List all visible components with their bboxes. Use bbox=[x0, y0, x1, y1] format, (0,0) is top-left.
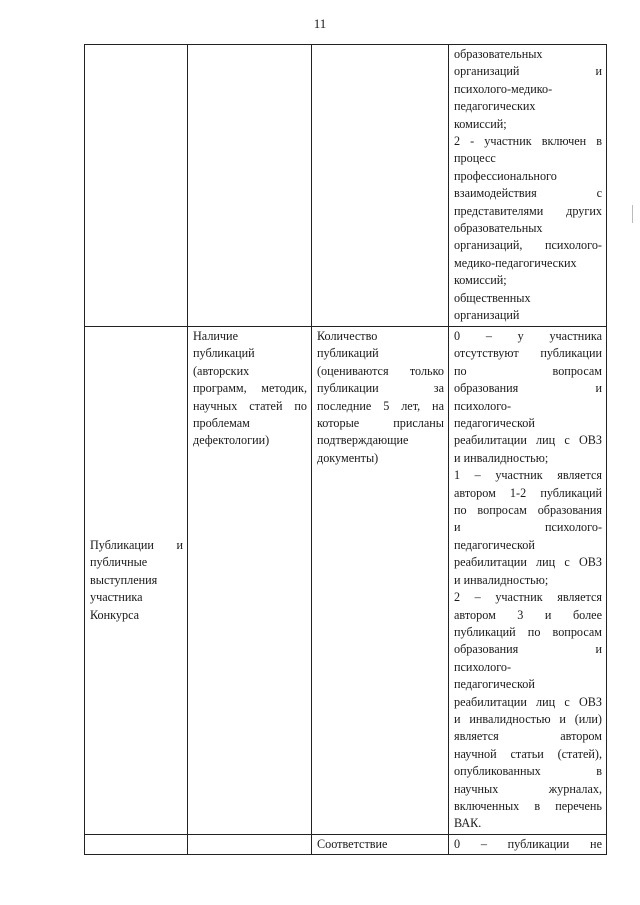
cell-line: профессионального bbox=[454, 168, 557, 183]
cell-line: автором 3 и более bbox=[454, 607, 602, 622]
cell-line: публикаций bbox=[317, 346, 379, 361]
cell-empty bbox=[188, 834, 312, 854]
evaluation-scale-cell bbox=[449, 45, 607, 327]
table-row bbox=[85, 327, 607, 835]
cell-empty bbox=[188, 45, 312, 327]
cell-line: автором 1-2 публикаций bbox=[454, 485, 602, 500]
cell-line: 2 - участник включен в bbox=[454, 134, 602, 149]
criteria-table bbox=[84, 44, 607, 855]
cell-line: психолого- bbox=[454, 398, 512, 413]
cell-line: является автором bbox=[454, 729, 602, 744]
criterion-title-cell bbox=[85, 327, 188, 835]
cell-line: научной статьи (статей), bbox=[454, 746, 602, 761]
cell-line: педагогических bbox=[454, 99, 536, 114]
cell-line: взаимодействия с bbox=[454, 186, 602, 201]
cell-line: дефектологии) bbox=[193, 433, 270, 448]
cell-empty bbox=[312, 45, 449, 327]
page-number: 11 bbox=[313, 16, 327, 31]
cell-line: реабилитации лиц с ОВЗ bbox=[454, 694, 602, 709]
cell-empty bbox=[85, 834, 188, 854]
cell-line: включенных в перечень bbox=[454, 798, 602, 813]
cell-line: Количество bbox=[317, 329, 378, 343]
cell-line: образования и bbox=[454, 381, 602, 396]
cell-line: 1 – участник является bbox=[454, 468, 602, 483]
cell-line: педагогической bbox=[454, 416, 535, 431]
cell-line: и инвалидностью; bbox=[454, 572, 549, 587]
cell-line: и инвалидностью; bbox=[454, 450, 549, 465]
cell-line: образования и bbox=[454, 642, 602, 657]
cell-line: психолого- bbox=[454, 659, 512, 674]
cell-line: публикаций bbox=[193, 346, 255, 361]
cell-line: педагогической bbox=[454, 537, 535, 552]
cell-empty bbox=[85, 45, 188, 327]
cell-line: психолого-медико- bbox=[454, 81, 553, 96]
cell-line: Публикации и bbox=[90, 537, 183, 552]
cell-line: Наличие bbox=[193, 329, 238, 343]
cell-line: по вопросам bbox=[454, 363, 602, 378]
cell-line: ВАК. bbox=[454, 816, 482, 831]
cell-line: участника bbox=[90, 590, 143, 605]
table-row bbox=[85, 834, 607, 854]
cell-line: организаций bbox=[454, 308, 520, 323]
cell-line: медико-педагогических bbox=[454, 255, 577, 270]
cell-line: комиссий; bbox=[454, 116, 507, 131]
cell-line: представителями других bbox=[454, 203, 602, 218]
cell-line: последние 5 лет, на bbox=[317, 398, 444, 413]
cell-line: программ, методик, bbox=[193, 381, 307, 396]
cell-line: опубликованных в bbox=[454, 764, 602, 779]
cell-line: организаций и bbox=[454, 64, 602, 79]
cell-line: (авторских bbox=[193, 363, 250, 378]
cell-line: образовательных bbox=[454, 221, 543, 236]
cell-line: выступления bbox=[90, 572, 158, 587]
cell-line: образовательных bbox=[454, 47, 543, 61]
cell-line: публикации за bbox=[317, 381, 444, 396]
evaluation-scale-cell bbox=[449, 327, 607, 835]
cell-line: общественных bbox=[454, 290, 531, 305]
cell-line: организаций, психолого- bbox=[454, 238, 602, 253]
cell-line: 0 – публикации не bbox=[454, 836, 602, 851]
measure-cell bbox=[312, 327, 449, 835]
cell-line: и психолого- bbox=[454, 520, 602, 535]
cell-line: публикаций по вопросам bbox=[454, 624, 602, 639]
cell-line: комиссий; bbox=[454, 273, 507, 288]
scan-artifact bbox=[632, 205, 633, 223]
cell-line: научных статей по bbox=[193, 398, 307, 413]
cell-line: Соответствие bbox=[317, 836, 388, 851]
cell-line: документы) bbox=[317, 450, 379, 465]
cell-line: подтверждающие bbox=[317, 433, 409, 448]
cell-line: научных журналах, bbox=[454, 781, 602, 796]
table-row bbox=[85, 45, 607, 327]
cell-line: публичные bbox=[90, 555, 148, 570]
cell-line: реабилитации лиц с ОВЗ bbox=[454, 433, 602, 448]
cell-line: по вопросам образования bbox=[454, 503, 602, 518]
cell-line: реабилитации лиц с ОВЗ bbox=[454, 555, 602, 570]
cell-line: отсутствуют публикации bbox=[454, 346, 602, 361]
evaluation-scale-cell bbox=[449, 834, 607, 854]
cell-line: проблемам bbox=[193, 416, 250, 431]
cell-line: которые присланы bbox=[317, 416, 444, 431]
cell-line: 2 – участник является bbox=[454, 590, 602, 605]
cell-line: педагогической bbox=[454, 677, 535, 692]
cell-line: (оцениваются только bbox=[317, 363, 444, 378]
cell-line: процесс bbox=[454, 151, 496, 166]
measure-cell bbox=[312, 834, 449, 854]
indicator-cell bbox=[188, 327, 312, 835]
cell-line: Конкурса bbox=[90, 607, 140, 622]
cell-line: 0 – у участника bbox=[454, 329, 602, 343]
cell-line: и инвалидностью и (или) bbox=[454, 711, 602, 726]
